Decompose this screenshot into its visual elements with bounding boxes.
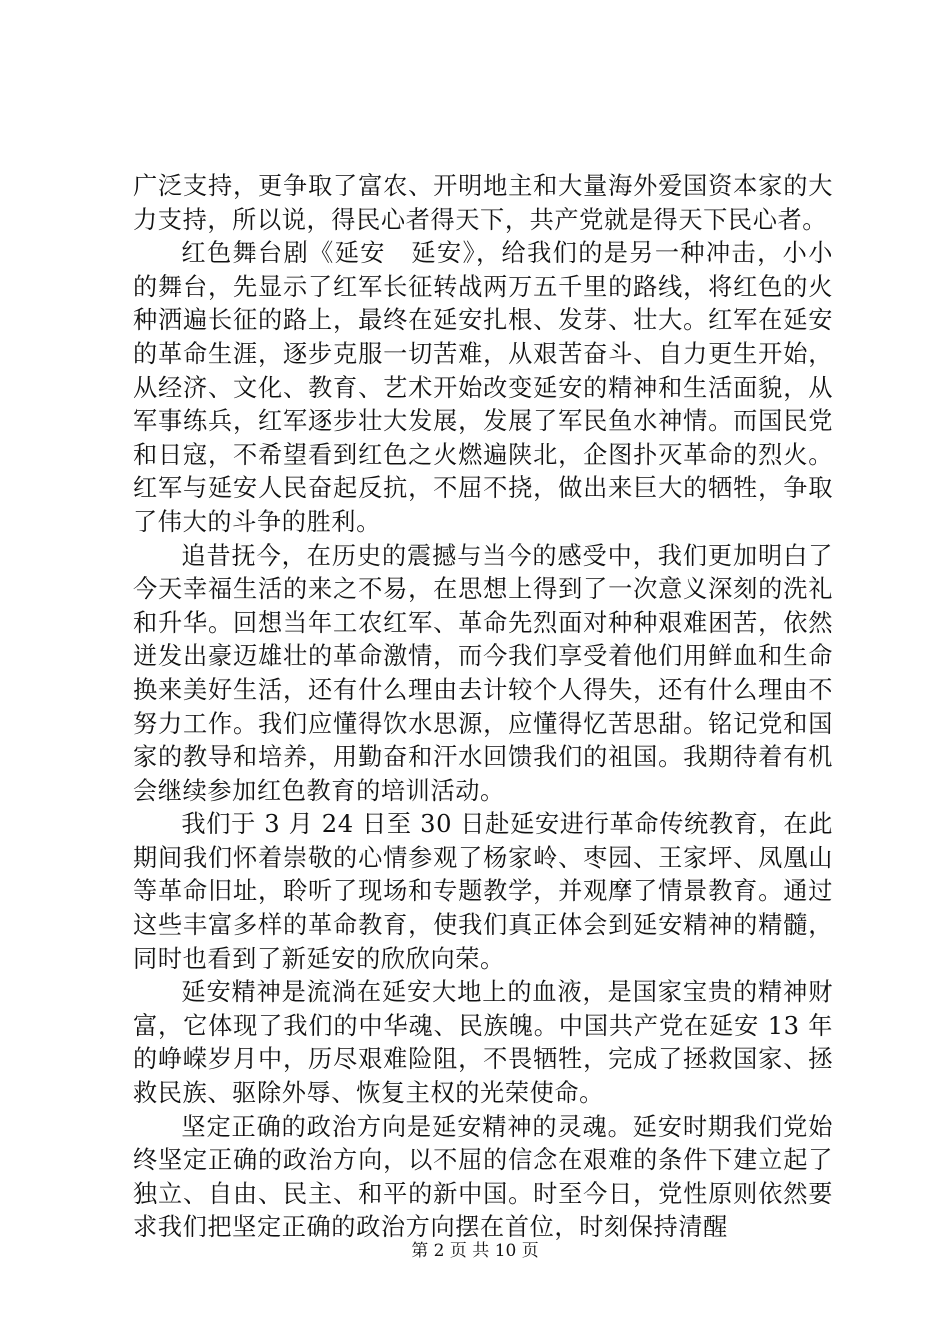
paragraph-1: 广泛支持，更争取了富农、开明地主和大量海外爱国资本家的大力支持，所以说，得民心者得天下，共产党就是得天下民心者。 [133, 172, 833, 234]
body-text [133, 170, 833, 1245]
page-footer: 第 2 页 共 10 页 [411, 1241, 539, 1261]
paragraph-6: 坚定正确的政治方向是延安精神的灵魂。延安时期我们党始终坚定正确的政治方向，以不屈的信念在艰难的条件下建立起了独立、自由、民主、和平的新中国。时至今日，党性原则依然要求我们把坚定正确的政治方向摆在首位，时刻保持清醒 [133, 1112, 833, 1242]
paragraph-4: 我们于 3 月 24 日至 30 日赴延安进行革命传统教育，在此期间我们怀着崇敬的心情参观了杨家岭、枣园、王家坪、凤凰山等革命旧址，聆听了现场和专题教学，并观摩了情景教育。通过这些丰富多样的革命教育，使我们真正体会到延安精神的精髓，同时也看到了新延安的欣欣向荣。 [133, 810, 833, 973]
paragraph-3: 追昔抚今，在历史的震撼与当今的感受中，我们更加明白了今天幸福生活的来之不易，在思想上得到了一次意义深刻的洗礼和升华。回想当年工农红军、革命先烈面对种种艰难困苦，依然迸发出豪迈雄壮的革命激情，而今我们享受着他们用鲜血和生命换来美好生活，还有什么理由去计较个人得失，还有什么理由不努力工作。我们应懂得饮水思源，应懂得忆苦思甜。铭记党和国家的教导和培养，用勤奋和汗水回馈我们的祖国。我期待着有机会继续参加红色教育的培训活动。 [133, 541, 833, 805]
paragraph-2: 红色舞台剧《延安 延安》，给我们的是另一种冲击，小小的舞台，先显示了红军长征转战两万五千里的路线，将红色的火种洒遍长征的路上，最终在延安扎根、发芽、壮大。红军在延安的革命生涯，逐步克服一切苦难，从艰苦奋斗、自力更生开始，从经济、文化、教育、艺术开始改变延安的精神和生活面貌，从军事练兵，红军逐步壮大发展，发展了军民鱼水神情。而国民党和日寇，不希望看到红色之火燃遍陕北，企图扑灭革命的烈火。红军与延安人民奋起反抗，不屈不挠，做出来巨大的牺牲，争取了伟大的斗争的胜利。 [133, 239, 833, 536]
paragraph-5: 延安精神是流淌在延安大地上的血液，是国家宝贵的精神财富，它体现了我们的中华魂、民族魄。中国共产党在延安 13 年的峥嵘岁月中，历尽艰难险阻，不畏牺牲，完成了拯救国家、拯救民族、驱除外辱、恢复主权的光荣使命。 [133, 978, 833, 1108]
